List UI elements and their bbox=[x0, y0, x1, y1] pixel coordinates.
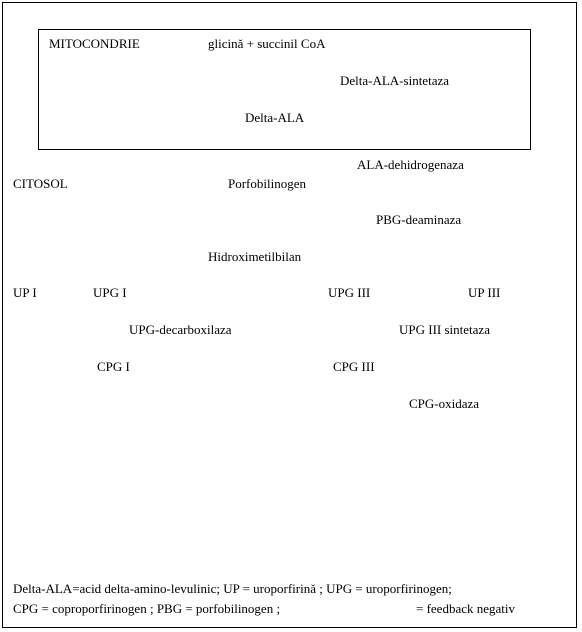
pbg-deaminase-label: PBG-deaminaza bbox=[376, 212, 462, 227]
upg-i-label: UPG I bbox=[93, 285, 127, 300]
porphobilinogen-label: Porfobilinogen bbox=[228, 176, 306, 191]
up-iii-label: UP III bbox=[468, 285, 501, 300]
up-i-label: UP I bbox=[13, 285, 37, 300]
legend-line-1: Delta-ALA=acid delta-amino-levulinic; UP = uroporfirină ; UPG = uroporfirinogen; bbox=[13, 581, 452, 596]
cpg-iii-label: CPG III bbox=[333, 359, 375, 374]
delta-ala-synthase-label: Delta-ALA-sintetaza bbox=[340, 73, 450, 88]
legend-line-2 bbox=[13, 599, 573, 619]
upg-decarboxylase-label: UPG-decarboxilaza bbox=[129, 322, 232, 337]
upg-iii-synthase-label: UPG III sintetaza bbox=[399, 322, 490, 337]
ala-dehydratase-label: ALA-dehidrogenaza bbox=[357, 157, 464, 172]
hydroxymethylbilane-label: Hidroximetilbilan bbox=[208, 249, 302, 264]
upg-iii-label: UPG III bbox=[328, 285, 371, 300]
cytosol-label: CITOSOL bbox=[13, 176, 68, 191]
substrates-label: glicină + succinil CoA bbox=[208, 36, 326, 51]
legend-feedback: = feedback negativ bbox=[416, 601, 516, 616]
cpg-oxidase-label: CPG-oxidaza bbox=[409, 396, 480, 411]
delta-ala-label: Delta-ALA bbox=[245, 110, 305, 125]
legend-abbreviations: CPG = coproporfirinogen ; PBG = porfobilinogen ; bbox=[13, 601, 281, 616]
mitochondria-label: MITOCONDRIE bbox=[49, 36, 140, 51]
cpg-i-label: CPG I bbox=[97, 359, 130, 374]
legend bbox=[13, 579, 573, 619]
